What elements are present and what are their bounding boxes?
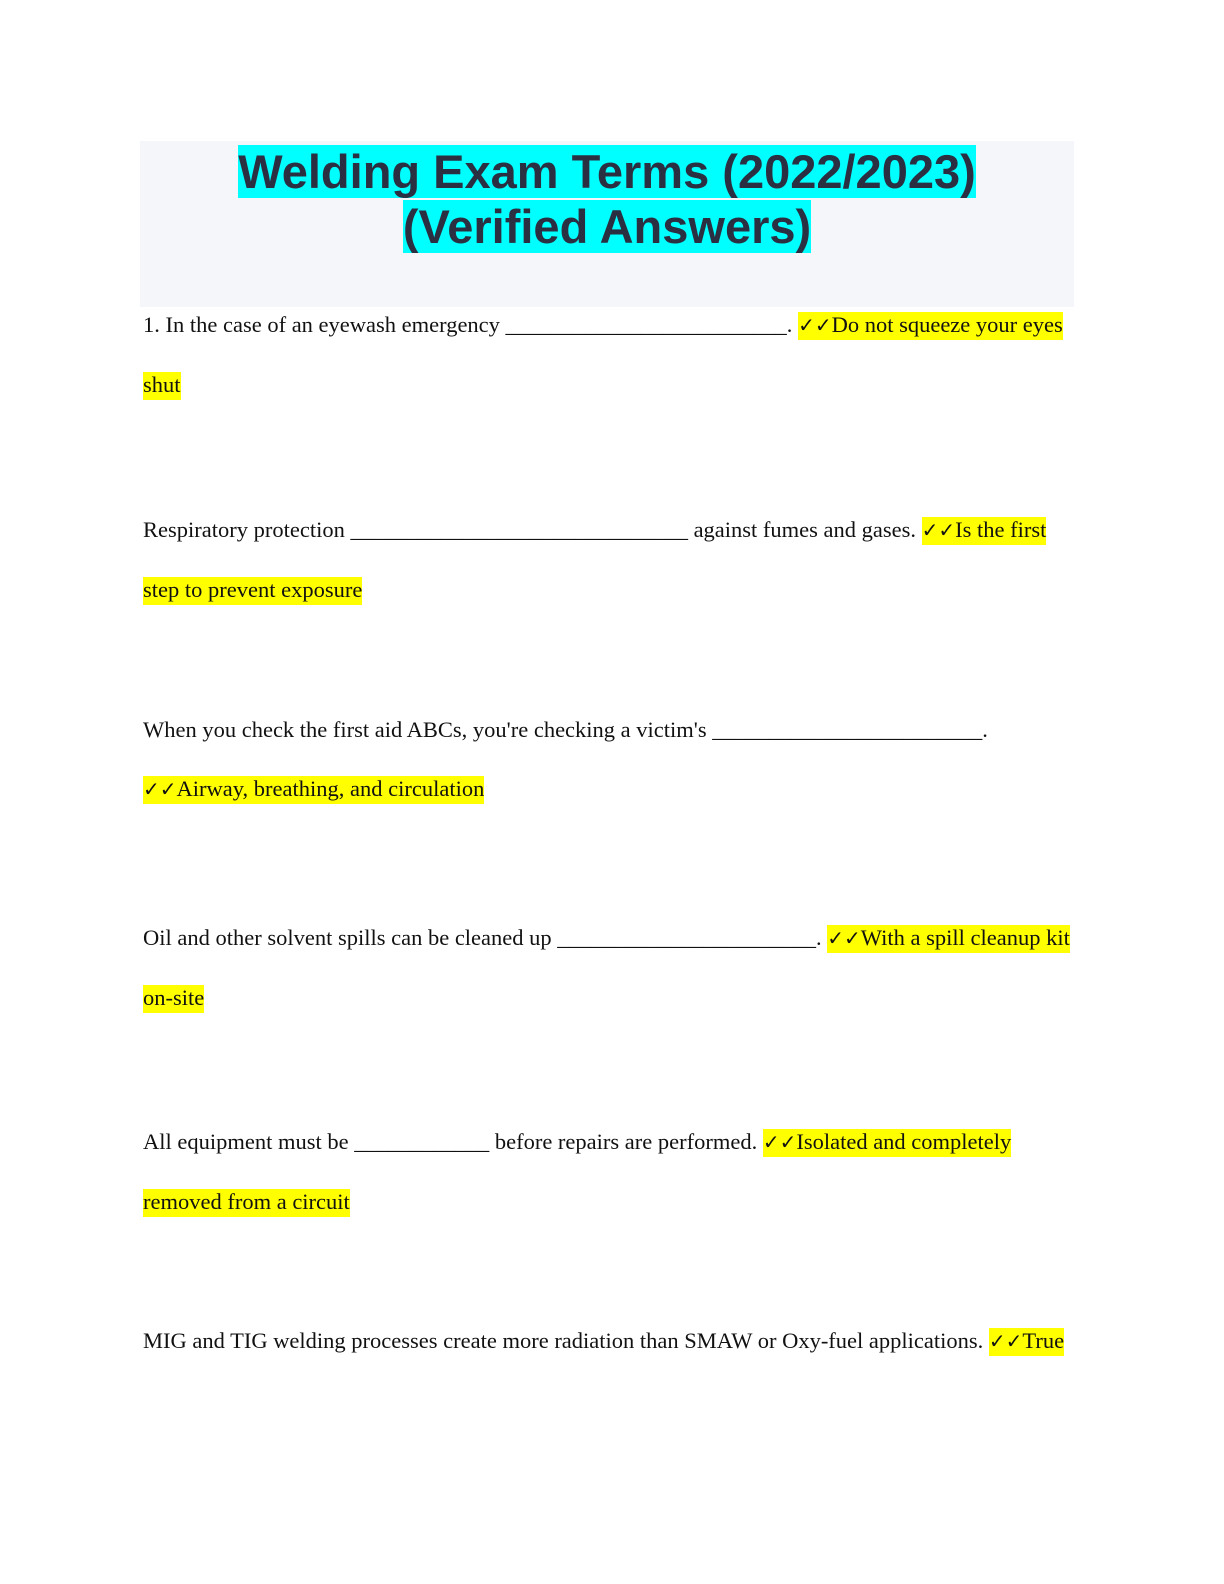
double-check-icon: ✓✓ (921, 518, 956, 542)
double-check-icon: ✓✓ (762, 1130, 797, 1154)
qa-item-5 (143, 1112, 1073, 1231)
answer-text: Airway, breathing, and circulation (176, 776, 485, 801)
answer-highlight (143, 776, 484, 804)
title-banner (140, 141, 1074, 307)
double-check-icon: ✓✓ (143, 777, 177, 801)
question-text: MIG and TIG welding processes create more radiation than SMAW or Oxy-fuel applications. (143, 1328, 984, 1353)
document-title (140, 141, 1074, 254)
qa-item-2 (143, 500, 1073, 619)
title-line-2: (Verified Answers) (402, 200, 812, 253)
answer-text: Do not squeeze your eyes shut (143, 312, 1063, 397)
answer-highlight (989, 1328, 1064, 1356)
question-text: All equipment must be ____________ before repairs are performed. (143, 1129, 758, 1154)
title-line-1: Welding Exam Terms (2022/2023) (238, 145, 976, 198)
answer-text: With a spill cleanup kit on-site (143, 925, 1070, 1010)
qa-item-6 (143, 1311, 1073, 1371)
question-text: When you check the first aid ABCs, you're checking a victim's ________________________. (143, 717, 988, 742)
double-check-icon: ✓✓ (798, 313, 832, 337)
double-check-icon: ✓✓ (988, 1329, 1023, 1353)
answer-text: True (1022, 1328, 1065, 1353)
question-text: Oil and other solvent spills can be cleaned up _______________________. (143, 925, 822, 950)
qa-item-3 (143, 700, 1073, 819)
qa-item-4 (143, 908, 1073, 1027)
qa-item-1 (143, 295, 1073, 414)
double-check-icon: ✓✓ (827, 926, 861, 950)
answer-text: Is the first step to prevent exposure (143, 517, 1047, 602)
answer-text: Isolated and completely removed from a circuit (143, 1129, 1012, 1214)
question-text: 1. In the case of an eyewash emergency _________________________. (143, 312, 793, 337)
question-text: Respiratory protection ______________________________ against fumes and gases. (143, 517, 917, 542)
